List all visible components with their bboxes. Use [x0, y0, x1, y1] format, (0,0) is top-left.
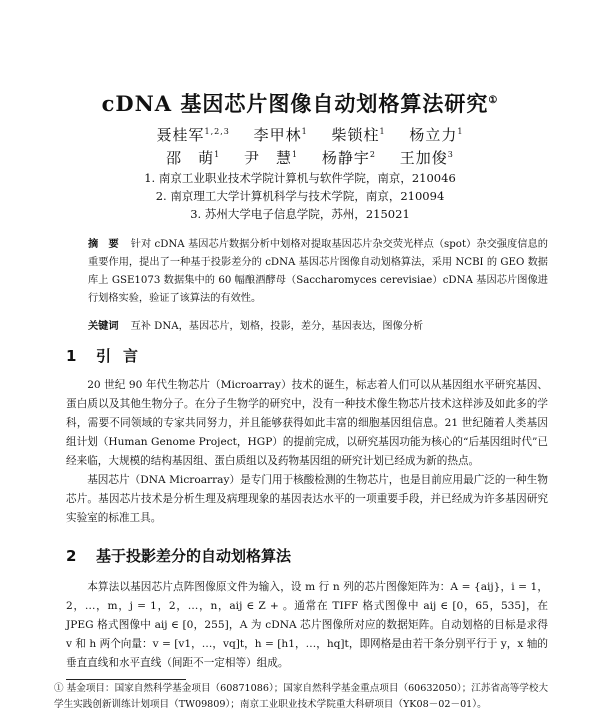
paper-title-text: cDNA 基因芯片图像自动划格算法研究 — [101, 91, 489, 116]
abstract — [88, 236, 548, 308]
author: 杨立力$^1$ — [409, 126, 464, 144]
footnote-divider — [66, 679, 186, 680]
author: 杨静宇$^2$ — [321, 149, 376, 167]
author: 聂桂军$^{1,2,3}$ — [156, 126, 230, 144]
keywords-text: 互补 DNA，基因芯片，划格，投影，差分，基因表达，图像分析 — [130, 321, 424, 332]
affiliation: 3. 苏州大学电子信息学院，苏州，215021 — [190, 207, 410, 221]
paragraph: 本算法以基因芯片点阵图像原文件为输入，设 m 行 n 列的芯片图像矩阵为：A = {aij}，i = 1，2，…，m，j = 1，2，…，n，aij ∈ Z + 。通常在 TIFF 格式图像中 aij ∈ [0，65，535]，在 JPEG 格式图像中 aij ∈ [0，255]，A 为 cDNA 芯片图像所对应的数据矩阵。自动划格的目标是求得 v 和 h 两个向量：v = [v1，…，vq]t，h = [h1，…，hq]t，即网格是由若干条分别平行于 y，x 轴的垂直直线和水平直线（间距不一定相等）组成。 — [66, 581, 548, 669]
author-list-row-1 — [130, 124, 490, 145]
abstract-text: 针对 cDNA 基因芯片数据分析中划格对提取基因芯片杂交荧光样点（spot）杂交强度信息的重要作用，提出了一种基于投影差分的 cDNA 基因芯片图像自动划格算法，采用 NCBI 的 GEO 数据库上 GSE1073 数据集中的 60 幅酿酒酵母（Saccharomyces cerevisiae）cDNA 基因芯片图像进行划格实验，验证了该算法的有效性。 — [88, 239, 548, 304]
paragraph: 20 世纪 90 年代生物芯片（Microarray）技术的诞生，标志着人们可以从基因组水平研究基因、蛋白质以及其他生物分子。在分子生物学的研究中，没有一种技术像生物芯片技术这样涉及如此多的学科，需要不同领域的专家共同努力，并且能够获得如此丰富的细胞基因组信息。21 世纪随着人类基因组计划（Human Genome Project，HGP）的提前完成，以研究基因功能为核心的“后基因组时代”已经来临，大规模的结构基因组、蛋白质组以及药物基因组的研究计划已经成为新的热点。 — [66, 379, 549, 467]
section-body-introduction — [66, 376, 548, 528]
footnote: ① 基金项目：国家自然科学基金项目（60871086）；国家自然科学基金重点项目（60632050）；江苏省高等学校大学生实践创新训练计划项目（TW09809）；南京工业职业技术学院重大科研项目（YK08－02－01）。 — [54, 683, 549, 710]
section-title: 基于投影差分的自动划格算法 — [96, 547, 292, 565]
section-title: 引言 — [96, 347, 151, 365]
author: 王加俊$^3$ — [399, 149, 454, 167]
author-list-row-2 — [130, 147, 490, 168]
section-body-algorithm — [66, 578, 548, 673]
title-footnote-mark: ① — [488, 95, 499, 106]
author: 尹 慧$^1$ — [244, 149, 299, 167]
section-heading-algorithm — [66, 545, 291, 566]
affiliation: 1. 南京工业职业技术学院计算机与软件学院，南京，210046 — [144, 171, 456, 185]
paper-title — [0, 88, 600, 118]
author: 李甲林$^1$ — [253, 126, 308, 144]
keywords — [88, 318, 548, 336]
abstract-label: 摘 要 — [88, 239, 119, 250]
section-number: 1 — [66, 347, 77, 365]
section-number: 2 — [66, 547, 77, 565]
author: 柴锁柱$^1$ — [331, 126, 386, 144]
section-heading-introduction — [66, 345, 150, 366]
affiliation: 2. 南京理工大学计算机科学与技术学院，南京，210094 — [155, 189, 445, 203]
paragraph: 基因芯片（DNA Microarray）是专门用于核酸检测的生物芯片，也是目前应用最广泛的一种生物芯片。基因芯片技术是分析生理及病理现象的基因表达水平的一项重要手段，并已经成为许多基因研究实验室的标准工具。 — [66, 474, 548, 524]
author: 邵 萌$^1$ — [166, 149, 221, 167]
keywords-label: 关键词 — [88, 321, 119, 332]
